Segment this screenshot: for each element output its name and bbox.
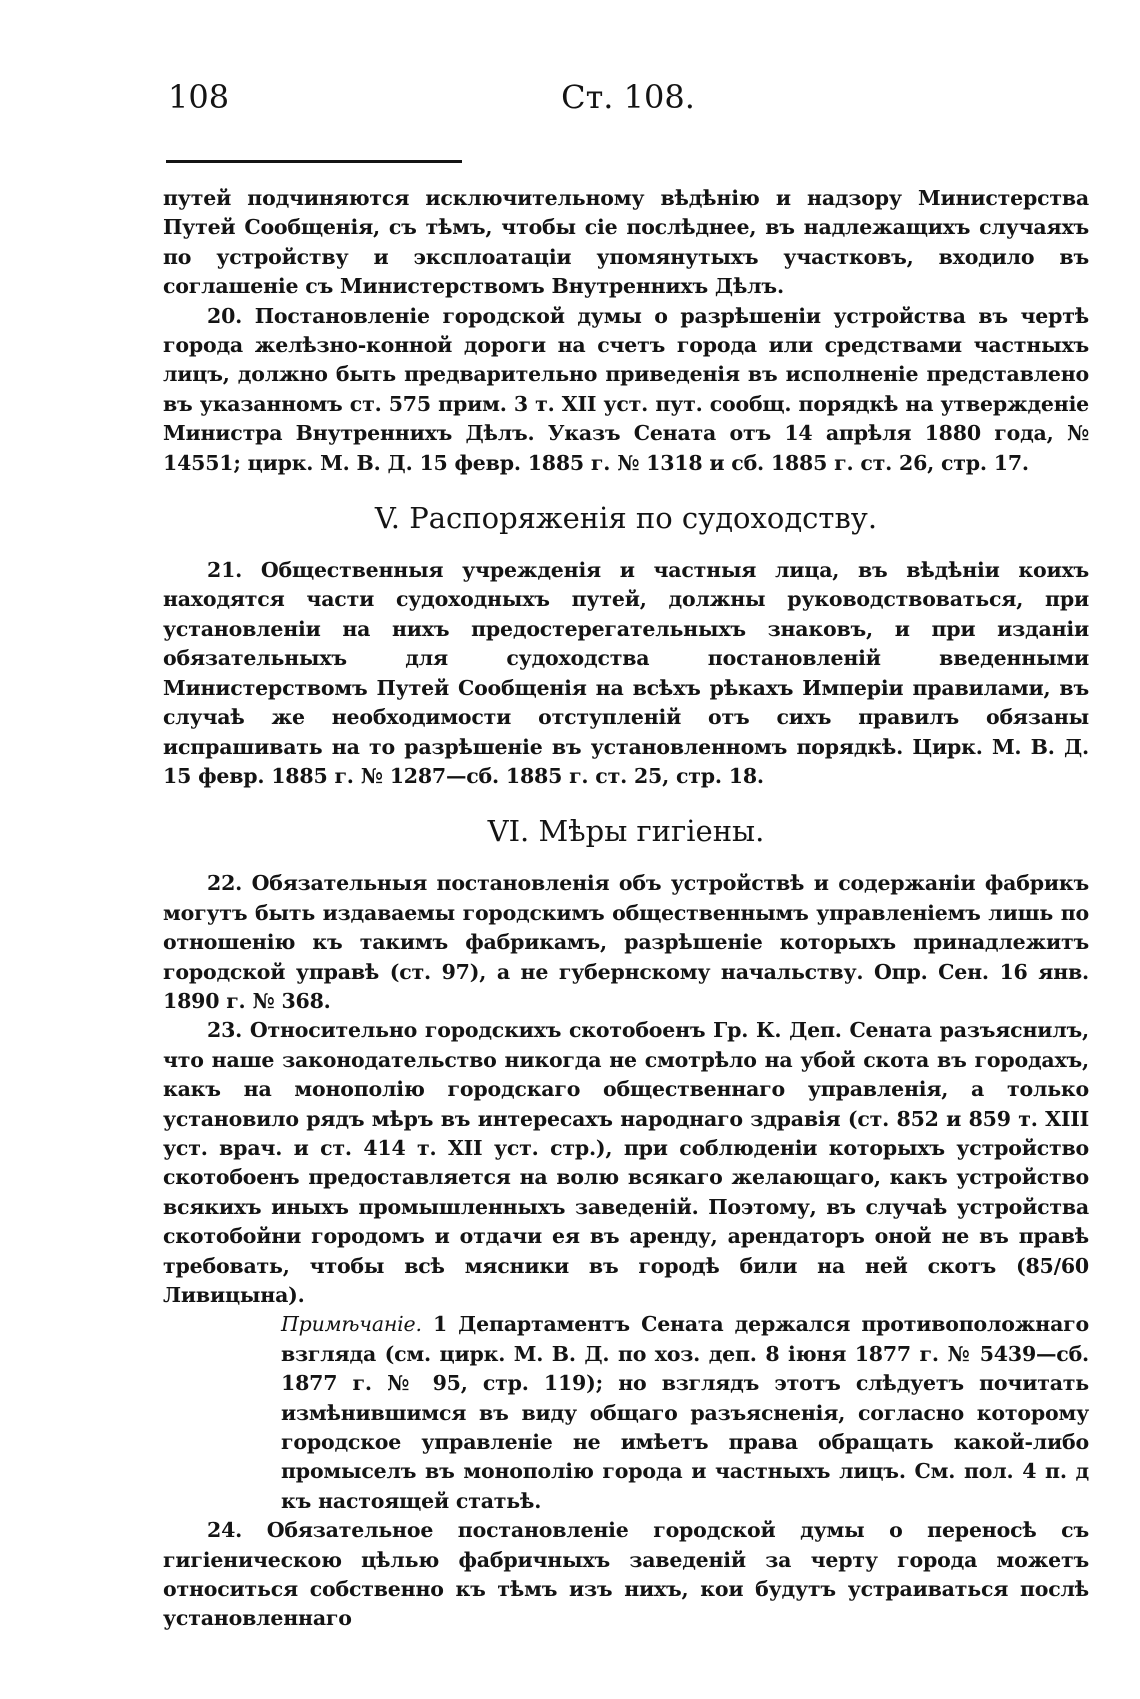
page-number: 108 [168, 78, 230, 116]
paragraph-text: Относительно городскихъ скотобоенъ Гр. К. Деп. Сената разъяснилъ, что наше законодательство никогда не смотрѣло на убой скота въ городахъ, какъ на монополію городскаго общественнаго управленія, а только установило рядъ мѣръ въ интересахъ народнаго здравія (ст. 852 и 859 т. XIII уст. врач. и ст. 414 т. XII уст. стр.), при соблюденіи которыхъ устройство скотобоенъ предоставляется на волю всякаго желающаго, какъ устройство всякихъ иныхъ промышленныхъ заведеній. Поэтому, въ случаѣ устройства скотобойни городомъ и отдачи ея въ аренду, арендаторъ оной не въ правѣ требовать, чтобы всѣ мясники въ городѣ били на ней скотъ (85/60 Ливицына). [163, 1018, 1089, 1307]
paragraph-number: 21. [207, 558, 243, 583]
section-heading-vi: VI. Мѣры гигіены. [487, 814, 765, 849]
paragraph-20 [163, 302, 1089, 478]
header-rule [166, 160, 462, 163]
note-label: Примѣчаніе. [281, 1312, 422, 1337]
intro-paragraph: путей подчиняются исключительному вѣдѣнію и надзору Министерства Путей Сообщенія, съ тѣмъ, чтобы сіе послѣднее, въ надлежащихъ случаяхъ по устройству и эксплоатаціи упомянутыхъ участковъ, входило въ соглашеніе съ Министерствомъ Внутреннихъ Дѣлъ. [163, 186, 1089, 299]
page-heading: Ст. 108. [561, 78, 695, 116]
paragraph-21 [163, 556, 1089, 791]
paragraph-number: 20. [207, 303, 243, 328]
paragraph-text: Постановленіе городской думы о разрѣшеніи устройства въ чертѣ города желѣзно-конной дороги на счетъ города или средствами частныхъ лицъ, должно быть предварительно приведенія въ исполненіе представлено въ указанномъ ст. 575 прим. 3 т. XII уст. пут. сообщ. порядкѣ на утвержденіе Министра Внутреннихъ Дѣлъ. Указъ Сената отъ 14 апрѣля 1880 года, № 14551; цирк. М. В. Д. 15 февр. 1885 г. № 1318 и сб. 1885 г. ст. 26, стр. 17. [163, 303, 1089, 475]
note-paragraph [163, 1310, 1089, 1516]
section-heading-v: V. Распоряженія по судоходству. [374, 501, 878, 536]
paragraph-23 [163, 1016, 1089, 1310]
paragraph-text: Общественныя учрежденія и частныя лица, въ вѣдѣніи коихъ находятся части судоходныхъ путей, должны руководствоваться, при установленіи на нихъ предостерегательныхъ знаковъ, и при изданіи обязательныхъ для судоходства постановленій введенными Министерствомъ Путей Сообщенія на всѣхъ рѣкахъ Имперіи правилами, въ случаѣ же необходимости отступленій отъ сихъ правилъ обязаны испрашивать на то разрѣшеніе въ установленномъ порядкѣ. Цирк. М. В. Д. 15 февр. 1885 г. № 1287—сб. 1885 г. ст. 25, стр. 18. [163, 558, 1090, 788]
page-header [168, 78, 1088, 128]
paragraph-text: Обязательныя постановленія объ устройствѣ и содержаніи фабрикъ могутъ быть издаваемы городскимъ общественнымъ управленіемъ лишь по отношенію къ такимъ фабрикамъ, разрѣшеніе которыхъ принадлежитъ городской управѣ (ст. 97), а не губернскому начальству. Опр. Сен. 16 янв. 1890 г. № 368. [163, 871, 1090, 1013]
paragraph-22 [163, 869, 1089, 1016]
paragraph-number: 23. [207, 1018, 243, 1043]
paragraph-text: Обязательное постановленіе городской думы о переносѣ съ гигіеническою цѣлью фабричныхъ заведеній за черту города можетъ относиться собственно къ тѣмъ изъ нихъ, кои будутъ устраиваться послѣ установленнаго [163, 1518, 1089, 1631]
paragraph-24 [163, 1516, 1089, 1634]
note-text: 1 Департаментъ Сената держался противоположнаго взгляда (см. цирк. М. В. Д. по хоз. деп. 8 іюня 1877 г. № 5439—сб. 1877 г. № 95, стр. 119); но взглядъ этотъ слѣдуетъ почитать измѣнившимся въ виду общаго разъясненія, согласно которому городское управленіе не имѣетъ права обращать какой-либо промыселъ въ монополію города и частныхъ лицъ. См. пол. 4 п. д къ настоящей статьѣ. [281, 1312, 1089, 1513]
document-body [163, 184, 1089, 1634]
paragraph-number: 24. [207, 1518, 243, 1543]
paragraph-number: 22. [207, 871, 243, 896]
